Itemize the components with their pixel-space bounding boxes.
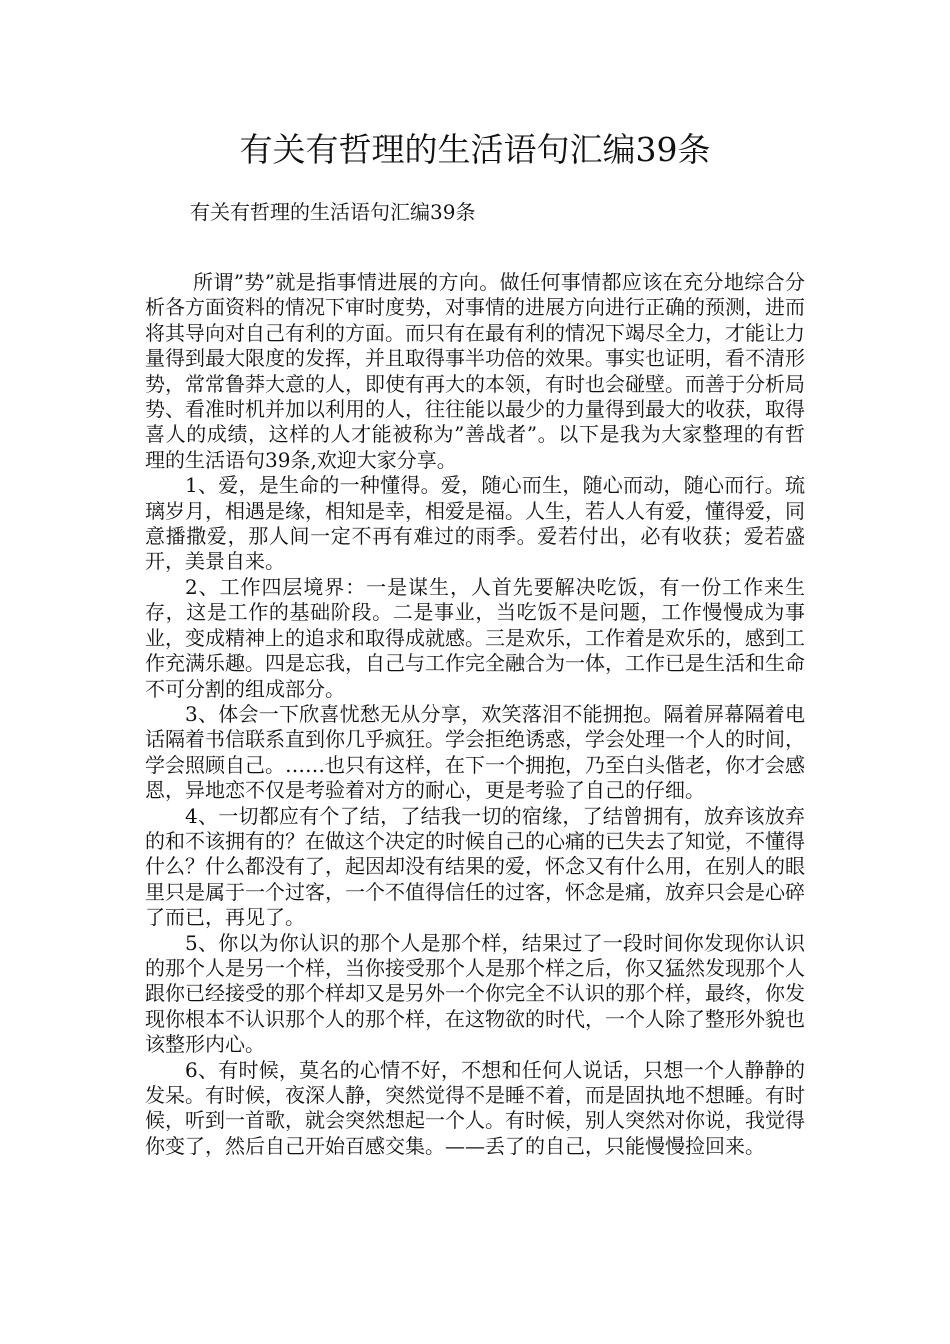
body-paragraph-3: 3、体会一下欣喜忧愁无从分享，欢笑落泪不能拥抱。隔着屏幕隔着电话隔着书信联系直到你几乎疯狂。学会拒绝诱惑，学会处理一个人的时间，学会照顾自己。……也只有这样，在下一个拥抱，乃至白头偕老，你才会感恩，异地恋不仅是考验着对方的耐心，更是考验了自己的仔细。: [145, 701, 805, 803]
document-body: [145, 270, 805, 1159]
body-paragraph-1: 1、爱，是生命的一种懂得。爱，随心而生，随心而动，随心而行。琉璃岁月，相遇是缘，相知是幸，相爱是福。人生，若人人有爱，懂得爱，同意播撒爱，那人间一定不再有难过的雨季。爱若付出，必有收获；爱若盛开，美景自来。: [145, 473, 805, 574]
document-title: 有关有哲理的生活语句汇编39条: [239, 130, 711, 169]
body-paragraph-5: 5、你以为你认识的那个人是那个样，结果过了一段时间你发现你认识的那个人是另一个样，当你接受那个人是那个样之后，你又猛然发现那个人跟你已经接受的那个样却又是另外一个你完全不认识的那个样，最终，你发现你根本不认识那个人的那个样，在这物欲的时代，一个人除了整形外貌也该整形内心。: [145, 930, 805, 1057]
document-subtitle: 有关有哲理的生活语句汇编39条: [190, 200, 476, 224]
body-paragraph-2: 2、工作四层境界：一是谋生，人首先要解决吃饭，有一份工作来生存，这是工作的基础阶段。二是事业，当吃饭不是问题，工作慢慢成为事业，变成精神上的追求和取得成就感。三是欢乐，工作着是欢乐的，感到工作充满乐趣。四是忘我，自己与工作完全融合为一体，工作已是生活和生命不可分割的组成部分。: [145, 574, 805, 701]
intro-paragraph: 所谓”势”就是指事情进展的方向。做任何事情都应该在充分地综合分析各方面资料的情况下审时度势，对事情的进展方向进行正确的预测，进而将其导向对自己有利的方面。而只有在最有利的情况下竭尽全力，才能让力量得到最大限度的发挥，并且取得事半功倍的效果。事实也证明，看不清形势，常常鲁莽大意的人，即使有再大的本领，有时也会碰壁。而善于分析局势、看准时机并加以利用的人，往往能以最少的力量得到最大的收获，取得喜人的成绩，这样的人才能被称为”善战者”。以下是我为大家整理的有哲理的生活语句39条,欢迎大家分享。: [145, 270, 805, 472]
body-paragraph-6: 6、有时候，莫名的心情不好，不想和任何人说话，只想一个人静静的发呆。有时候，夜深人静，突然觉得不是睡不着，而是固执地不想睡。有时候，听到一首歌，就会突然想起一个人。有时候，别人突然对你说，我觉得你变了，然后自己开始百感交集。——丢了的自己，只能慢慢捡回来。: [145, 1057, 805, 1158]
body-paragraph-4: 4、一切都应有个了结，了结我一切的宿缘，了结曾拥有，放弃该放弃的和不该拥有的？在做这个决定的时候自己的心痛的已失去了知觉，不懂得什么？什么都没有了，起因却没有结果的爱，怀念又有什么用，在别人的眼里只是属于一个过客，一个不值得信任的过客，怀念是痛，放弃只会是心碎了而已，再见了。: [145, 803, 805, 930]
